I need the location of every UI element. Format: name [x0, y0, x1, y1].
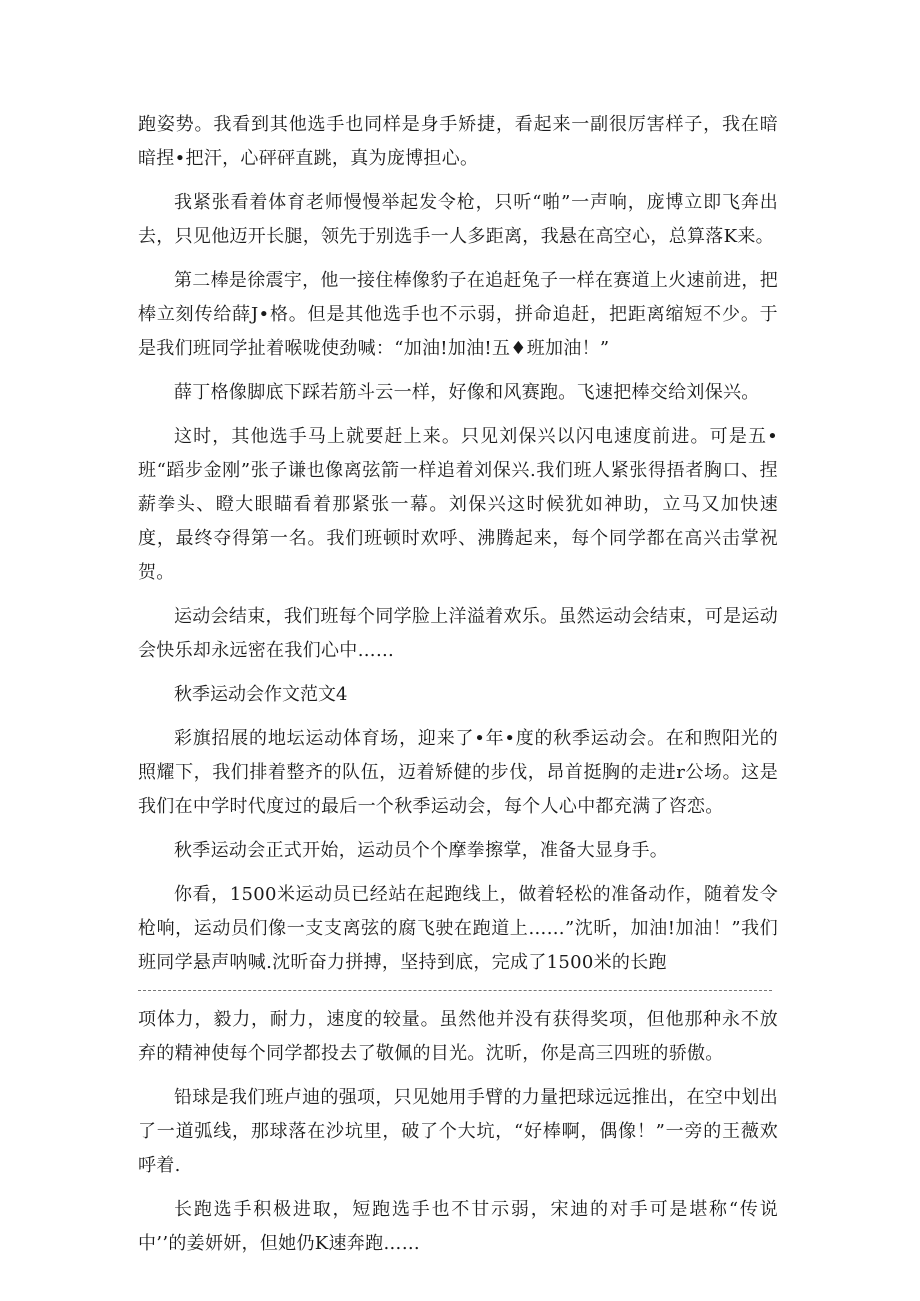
paragraph-6: 运动会结束，我们班每个同学脸上洋溢着欢乐。虽然运动会结束，可是运动会快乐却永远密在我们心中……: [138, 606, 778, 661]
page-break-divider: [138, 990, 772, 991]
paragraph-3: 第二棒是徐震宇，他一接住棒像豹子在追赶兔子一样在赛道上火速前进，把棒立刻传给薛J•格。但是其他选手也不示弱，拼命追赶，把距离缩短不少。于是我们班同学扯着喉咙使劲喊：“加油!加油!五♦班加油！”: [138, 270, 778, 359]
paragraph-9: 你看，1500米运动员已经站在起跑线上，做着轻松的准备动作，随着发令枪响，运动员们像一支支离弦的腐飞驶在跑道上……”沈昕，加油!加油！”我们班同学悬声呐喊.沈昕奋力拼搏，坚持到底，完成了1500米的长跑: [138, 884, 778, 973]
paragraph-8: 秋季运动会正式开始，运动员个个摩拳擦掌，准备大显身手。: [174, 840, 669, 861]
paragraph-1: 跑姿势。我看到其他选手也同样是身手矫捷，看起来一副很厉害样子，我在暗暗捏•把汗，心砰砰直跳，真为庞博担心。: [138, 114, 778, 169]
paragraph-11: 铅球是我们班卢迪的强项，只见她用手臂的力量把球远远推出，在空中划出了一道弧线，那球落在沙坑里，破了个大坑，“好棒啊，偶像！”一旁的王薇欢呼着.: [138, 1087, 778, 1176]
document-page: [138, 108, 778, 1271]
paragraph-4: 薛丁格像脚底下踩若筋斗云一样，好像和风赛跑。飞速把棒交给刘保兴。: [174, 382, 760, 403]
paragraph-7: 彩旗招展的地坛运动体育场，迎来了•年•度的秋季运动会。在和煦阳光的照耀下，我们排着整齐的队伍，迈着矫健的步伐，昂首挺胸的走进r公场。这是我们在中学时代度过的最后一个秋季运动会，每个人心中都充满了咨恋。: [138, 728, 778, 817]
paragraph-12: 长跑选手积极进取，短跑选手也不甘示弱，宋迪的对手可是堪称“传说中’’的姜妍妍，但她仍K速奔跑……: [138, 1199, 778, 1254]
paragraph-5: 这时，其他选手马上就要赶上来。只见刘保兴以闪电速度前进。可是五•班“蹈步金刚”张子谦也像离弦箭一样追着刘保兴.我们班人紧张得捂者胸口、捏薪拳头、瞪大眼瞄看着那紧张一幕。刘保兴这时候犹如神助，立马又加快速度，最终夺得第一名。我们班顿时欢呼、沸腾起来，每个同学都在高兴击掌祝贺。: [138, 426, 778, 583]
section-heading: 秋季运动会作文范文4: [174, 684, 348, 705]
paragraph-2: 我紧张看着体育老师慢慢举起发令枪，只听“啪”一声响，庞博立即飞奔出去，只见他迈开长腿，领先于别选手一人多距离，我悬在高空心，总算落K来。: [138, 192, 778, 247]
paragraph-10: 项体力，毅力，耐力，速度的较量。虽然他并没有获得奖项，但他那种永不放弃的精神使每个同学都投去了敬佩的目光。沈昕，你是高三四班的骄傲。: [138, 1009, 778, 1064]
